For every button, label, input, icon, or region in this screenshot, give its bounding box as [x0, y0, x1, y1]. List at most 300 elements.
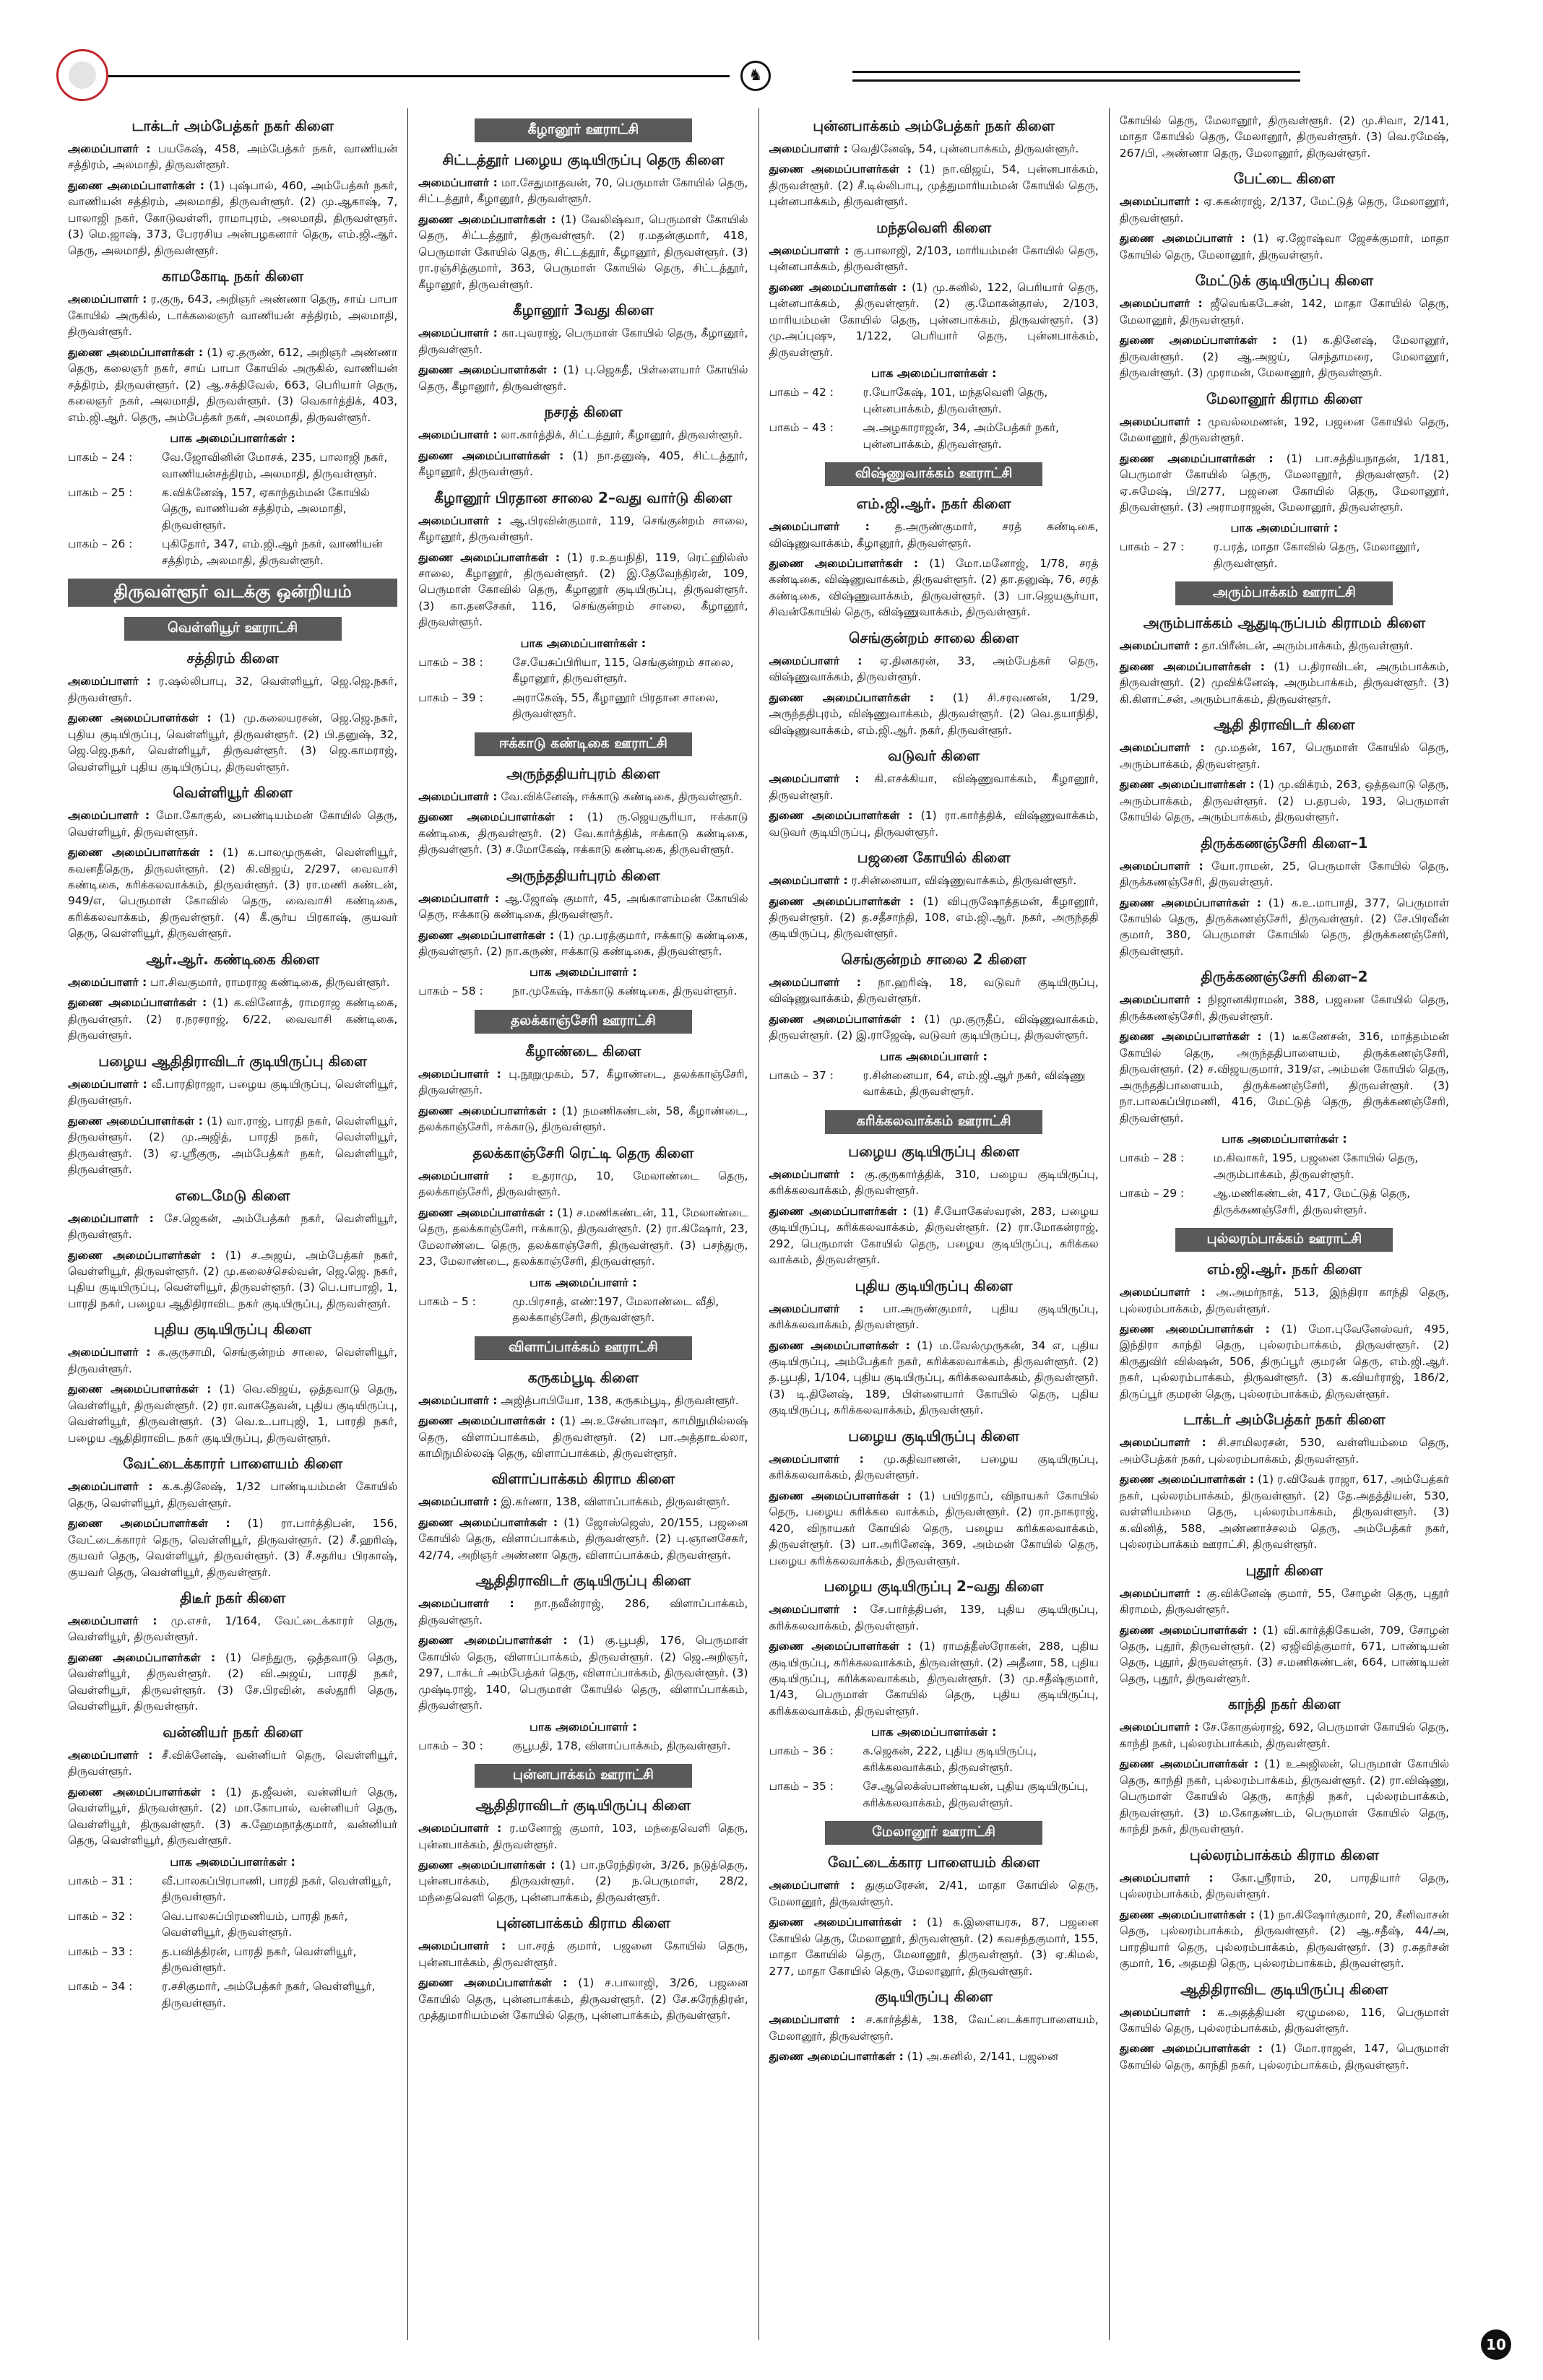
role-label: அமைப்பாளர் : — [769, 1452, 864, 1466]
organiser-entry — [68, 1344, 397, 1377]
entry-text: (1) செந்துரு, ஒத்தவாடு தெரு, வெள்ளியூர், திருவள்ளூர். (2) வி.அஜய், பாரதி நகர், வெள்ளியூர், திருவள்ளூர். (3) சே.பிரவின், கஸ்தூரி தெரு, வெள்ளியூர், திருவள்ளூர். — [68, 1650, 398, 1713]
header-rule — [852, 79, 1300, 82]
role-label: அமைப்பாளர் : — [418, 1939, 506, 1953]
entry-text: பா.சரத் குமார், பஜனை கோயில் தெரு, புன்னபாக்கம், திருவள்ளூர். — [418, 1939, 748, 1969]
column-4 — [1109, 108, 1459, 2340]
booth-number: பாகம் – 31 : — [68, 1874, 133, 1887]
booth-entry — [418, 690, 748, 722]
organiser-entry — [1120, 1622, 1449, 1687]
entry-text: ர.மனோஜ் குமார், 103, மந்தைவெளி தெரு, புன்னபாக்கம், திருவள்ளூர். — [418, 1822, 748, 1851]
branch-heading: எடைமேடு கிளை — [175, 1186, 290, 1204]
organiser-entry — [1120, 230, 1449, 263]
entry-text: த.அருண்குமார், சரத் கண்டிகை, விஷ்ணுவாக்கம், கீழானூர், திருவள்ளூர். — [769, 520, 1099, 550]
organiser-entry — [769, 555, 1099, 620]
role-label: துணை அமைப்பாளர்கள் : — [769, 691, 934, 704]
role-label: அமைப்பாளர் : — [68, 1480, 153, 1494]
booth-number: பாகம் – 26 : — [68, 537, 133, 551]
organiser-entry — [769, 1638, 1099, 1719]
entry-text: (1) பா.சத்தியநாதன், 1/181, பெருமாள் கோயில் தெரு, மேலானூர், திருவள்ளூர். (2) ஏ.சுமேஷ், பி/277, பஜனை கோயில் தெரு, மேலானூர், திருவள்ளூர். (3) அராமராஜன், மேலானூர், திருவள்ளூர். — [1119, 451, 1449, 514]
role-label: துணை அமைப்பாளர்கள் : — [769, 894, 915, 908]
role-label: துணை அமைப்பாளர்கள் : — [68, 1650, 216, 1664]
entry-text: (1) சீ.யோகேஸ்வரன், 283, பழைய குடியிருப்பு, கரிக்கலவாக்கம், திருவள்ளூர். (2) ரா.மோகன்ராஜ், 292, பெருமாள் கோயில் தெரு, பழைய குடியிருப்பு, கரிக்கல வாக்கம், திருவள்ளூர். — [769, 1204, 1099, 1267]
branch-heading: பழைய ஆதிதிராவிடர் குடியிருப்பு கிளை — [98, 1052, 367, 1070]
organiser-entry — [418, 175, 748, 207]
branch-heading: கருகம்பூடி கிளை — [527, 1368, 639, 1386]
organiser-entry — [769, 690, 1099, 738]
entry-text: பா.சிவகுமார், ராமராஜ கண்டிகை, திருவள்ளூர். — [147, 975, 390, 989]
booth-organiser: வீ.பாலகப்பிரபாணி, பாரதி நகர், வெள்ளியூர், திருவள்ளூர். — [162, 1874, 392, 1904]
booth-organiser: அராகேஷ், 55, கீழானூர் பிரதான சாலை, திருவள்ளூர். — [512, 691, 719, 721]
organiser-entry — [68, 1747, 397, 1780]
booth-heading: பாக அமைப்பாளர் : — [529, 1719, 637, 1734]
entry-text: (1) நா.கிஷோர்குமார், 20, சீனிவாசன் தெரு, புல்லரம்பாக்கம், திருவள்ளூர். (2) ஆ.சதீஷ், 44/அ, பாரதியார் தெரு, புல்லரம்பாக்கம், திருவள்ளூர். (3) ர.சுதர்சன் குமார், 16, அதமதி தெரு, புல்லரம்பாக்கம், திருவள்ளூர். — [1119, 1908, 1450, 1970]
role-label: அமைப்பாளர் : — [68, 293, 147, 306]
entry-text: ர.ஷல்லிபாபு, 32, வெள்ளியூர், ஜெ.ஜெ.நகர், திருவள்ளூர். — [68, 675, 398, 704]
entry-text: (1) த.ஜீவன், வன்னியர் தெரு, வெள்ளியூர், திருவள்ளூர். (2) மா.கோபால், வன்னியர் தெரு, வெள்ளியூர், திருவள்ளூர். (3) சு.ஹேமநாத்குமார், வன்னியர் தெரு, வெள்ளியூர், திருவள்ளூர். — [68, 1785, 398, 1848]
booth-heading: பாக அமைப்பாளர்கள் : — [170, 1854, 295, 1869]
organiser-entry — [68, 1113, 397, 1178]
entry-text: ஏ.தினகரன், 33, அம்பேத்கர் தெரு, விஷ்ணுவாக்கம், திருவள்ளூர். — [769, 654, 1099, 684]
entry-text: லா.கார்த்திக், சிட்டத்தூர், கீழானூர், திருவள்ளூர். — [497, 428, 743, 442]
branch-heading: வெள்ளியூர் கிளை — [173, 784, 293, 802]
organiser-entry — [68, 1211, 397, 1243]
organiser-entry — [1120, 451, 1449, 516]
role-label: துணை அமைப்பாளர்கள் : — [418, 810, 574, 824]
entry-text: (1) ரு.ஜெயசூரியா, ஈக்காடு கண்டிகை, திருவள்ளூர். (2) வே.கார்த்திக், ஈக்காடு கண்டிகை, திருவள்ளூர். (3) ச.மோகேஷ், ஈக்காடு கண்டிகை, திருவள்ளூர். — [418, 810, 748, 857]
panchayat-banner: தலக்காஞ்சேரி ஊராட்சி — [475, 1010, 692, 1034]
organiser-entry — [769, 1203, 1099, 1268]
entry-text: (1) ச.பாலாஜி, 3/26, பஜனை கோயில் தெரு, புன்னபாக்கம், திருவள்ளூர். (2) சே.சுரேந்திரன், முத்துமாரியம்மன் கோயில் தெரு, புன்னபாக்கம், திருவள்ளூர். — [418, 1976, 748, 2022]
entry-text: (1) அ.சுனில், 2/141, பஜனை — [903, 2050, 1058, 2064]
role-label: அமைப்பாளர் : — [68, 675, 151, 688]
booth-heading: பாக அமைப்பாளர்கள் : — [870, 1725, 997, 1739]
role-label: அமைப்பாளர் : — [769, 1167, 855, 1181]
entry-text: (1) ம.வேல்முருகன், 34 எ, புதிய குடியிருப்பு, அம்பேத்கர் நகர், கரிக்கலவாக்கம், திருவள்ளூர். (2) த.பூபதி, 1/104, புதிய குடியிருப்பு, கரிக்கலவாக்கம், திருவள்ளூர். (3) டி.தினேஷ், 189, பிள்ளையார் கோயில் தெரு, புதிய குடியிருப்பு, கரிக்கலவாக்கம், திருவள்ளூர். — [769, 1338, 1099, 1417]
branch-heading: கீழானூர் 3வது கிளை — [512, 301, 654, 319]
booth-organiser: ர.சசிகுமார், அம்பேத்கர் நகர், வெள்ளியூர், திருவள்ளூர். — [162, 1980, 376, 2009]
entry-text: (1) வெ.விஜய், ஒத்தவாடு தெரு, வெள்ளியூர், திருவள்ளூர். (2) ரா.வாசுதேவன், புதிய குடியிருப்பு, வெள்ளியூர், திருவள்ளூர். (3) வெ.உ.பாபுஜி, 1, பாரதி நகர், பழைய ஆதிதிராவிட நகர் குடியிருப்பு, திருவள்ளூர். — [68, 1382, 398, 1445]
booth-heading: பாக அமைப்பாளர்கள் : — [520, 636, 647, 650]
organiser-entry — [418, 891, 748, 923]
entry-text: கோ.ஸ்ரீராம், 20, பாரதியார் தெரு, புல்லரம்பாக்கம், திருவள்ளூர். — [1119, 1871, 1449, 1901]
role-label: அமைப்பாளர் : — [68, 1346, 151, 1359]
booth-number: பாகம் – 37 : — [769, 1068, 834, 1082]
booth-organiser: புகிதோர், 347, எம்.ஜி.ஆர் நகர், வாணியன் சத்திரம், அலமாதி, திருவள்ளூர். — [162, 537, 383, 567]
booth-entry — [769, 1778, 1099, 1811]
booth-organiser: மு.பிரசாத், எண்:197, மேலாண்டை வீதி, தலக்காஞ்சேரி, திருவள்ளூர். — [512, 1294, 719, 1325]
role-label: துணை அமைப்பாளர்கள் : — [1119, 1908, 1255, 1921]
organiser-entry — [418, 1413, 748, 1461]
booth-heading: பாக அமைப்பாளர்கள் : — [1222, 1132, 1347, 1146]
booth-entry — [1120, 539, 1449, 571]
organiser-entry — [1120, 1435, 1449, 1467]
branch-heading: அருந்ததியர்புரம் கிளை — [506, 866, 660, 884]
entry-text: (1) அ.உசேன்பாஷா, காமிநுமில்லஷ் தெரு, விளாப்பாக்கம், திருவள்ளூர். (2) பா.அத்தாஉல்லா, காமிநுமில்லஷ் தெரு, விளாப்பாக்கம், திருவள்ளூர். — [418, 1414, 748, 1460]
role-label: அமைப்பாளர் : — [769, 772, 860, 786]
booth-entry — [769, 1068, 1099, 1100]
organiser-entry — [68, 1247, 397, 1312]
organiser-entry — [769, 873, 1099, 888]
organiser-entry — [1120, 194, 1449, 226]
role-label: அமைப்பாளர் : — [418, 891, 500, 905]
role-label: அமைப்பாளர் : — [1119, 1436, 1206, 1450]
organiser-entry — [769, 1914, 1099, 1979]
entry-text: ஏ.சுகன்ராஜ், 2/137, மேட்டுத் தெரு, மேலானூர், திருவள்ளூர். — [1119, 195, 1449, 225]
entry-text: (1) மு.விக்ரம், 263, ஒத்தவாடு தெரு, அரும்பாக்கம், திருவள்ளூர். (2) ப.தரபல், 193, பெருமாள் கோயில் தெரு, அரும்பாக்கம், திருவள்ளூர். — [1119, 778, 1449, 824]
branch-heading: புல்லரம்பாக்கம் கிராம கிளை — [1189, 1845, 1379, 1864]
entry-text: (1) க.தினேஷ், மேலானூர், திருவள்ளூர். (2) ஆ.அஜய், செந்தாமரை, மேலானூர், திருவள்ளூர். (3) முராமன், மேலானூர், திருவள்ளூர். — [1119, 334, 1449, 380]
panchayat-banner: கீழானூர் ஊராட்சி — [475, 118, 692, 142]
booth-organiser: வே.ஜோவினின் மோசக், 235, பாலாஜி நகர், வாணியன்சத்திரம், அலமாதி, திருவள்ளூர். — [162, 451, 388, 480]
organiser-entry — [418, 1393, 748, 1408]
booth-number: பாகம் – 34 : — [68, 1980, 133, 1994]
booth-number: பாகம் – 29 : — [1119, 1187, 1185, 1200]
booth-entry — [1120, 1150, 1449, 1182]
booth-number: பாகம் – 58 : — [418, 985, 483, 998]
panchayat-banner: விஷ்ணுவாக்கம் ஊராட்சி — [825, 462, 1042, 486]
booth-organiser: அ.அழகாராஜன், 34, அம்பேத்கர் நகர், புன்னபாக்கம், திருவள்ளூர். — [863, 421, 1060, 451]
role-label: துணை அமைப்பாளர்கள் : — [68, 1517, 230, 1531]
organiser-entry — [769, 1301, 1099, 1333]
entry-text: துகுமரேசன், 2/41, மாதா கோயில் தெரு, மேலானூர், திருவள்ளூர். — [769, 1879, 1099, 1908]
role-label: துணை அமைப்பாளர்கள் : — [769, 1204, 908, 1218]
panchayat-banner: புல்லரம்பாக்கம் ஊராட்சி — [1175, 1228, 1393, 1252]
organiser-entry — [769, 161, 1099, 209]
branch-heading: புதூர் கிளை — [1245, 1561, 1323, 1579]
role-label: அமைப்பாளர் : — [418, 1169, 513, 1182]
panchayat-banner: புன்னபாக்கம் ஊராட்சி — [475, 1764, 692, 1788]
role-label: துணை அமைப்பாளர்கள் : — [1119, 2042, 1263, 2056]
booth-heading: பாக அமைப்பாளர்கள் : — [870, 366, 997, 381]
entry-text: நா.ஹரிஷ், 18, வடுவர் குடியிருப்பு, விஷ்ணுவாக்கம், திருவள்ளூர். — [769, 975, 1099, 1005]
role-label: துணை அமைப்பாளர்கள் : — [1119, 1623, 1258, 1637]
role-label: துணை அமைப்பாளர்கள் : — [418, 550, 561, 564]
panchayat-banner: ஈக்காடு கண்டிகை ஊராட்சி — [475, 732, 692, 756]
booth-number: பாகம் – 30 : — [418, 1739, 483, 1752]
role-label: அமைப்பாளர் : — [1119, 1721, 1199, 1734]
organiser-entry — [1120, 332, 1449, 381]
organiser-entry — [769, 1488, 1099, 1569]
booth-number: பாகம் – 35 : — [769, 1780, 834, 1793]
organiser-entry — [68, 1076, 397, 1109]
entry-text: மு.மதன், 167, பெருமாள் கோயில் தெரு, அரும்பாக்கம், திருவள்ளூர். — [1119, 741, 1449, 771]
booth-entry — [418, 654, 748, 687]
branch-heading: ஆதிதிராவிடர் குடியிருப்பு கிளை — [475, 1796, 691, 1814]
organiser-entry — [68, 1381, 397, 1446]
organiser-entry — [68, 844, 397, 942]
header-rule — [108, 75, 730, 77]
role-label: துணை அமைப்பாளர்கள் : — [769, 556, 919, 570]
organiser-entry — [769, 808, 1099, 840]
branch-heading: பழைய குடியிருப்பு 2–வது கிளை — [824, 1578, 1044, 1596]
booth-entry — [68, 449, 397, 482]
booth-organiser: சே.யேசுப்பிரியா, 115, செங்குன்றம் சாலை, கீழானூர், திருவள்ளூர். — [512, 655, 734, 685]
role-label: துணை அமைப்பாளர்கள் : — [68, 1382, 212, 1396]
role-label: துணை அமைப்பாளர்கள் : — [769, 280, 907, 294]
entry-text: (1) விபுருஷோத்தமன், கீழானூர், திருவள்ளூர். (2) த.சதீசாந்தி, 108, எம்.ஜி.ஆர். நகர், அருந்ததி குடியிருப்பு, திருவள்ளூர். — [769, 894, 1099, 940]
entry-text: (1) மோ.புவேனேஸ்வர், 495, இந்திரா காந்தி தெரு, புல்லரம்பாக்கம், திருவள்ளூர். (2) கிருதுவிர் வில்ஷன், 506, திருப்பூர் குமரன் தெரு, எம்.ஜி.ஆர். நகர், புல்லரம்பாக்கம், திருவள்ளூர். (3) க.வியர்ராஜ், 186/2, திருப்பூர் குமரன் தெரு, புல்லரம்பாக்கம், திருவள்ளூர். — [1119, 1322, 1450, 1401]
role-label: துணை அமைப்பாளர்கள் : — [769, 163, 912, 176]
booth-entry — [418, 1294, 748, 1326]
role-label: துணை அமைப்பாளர்கள் : — [769, 1338, 910, 1352]
role-label: அமைப்பாளர் : — [1119, 1286, 1206, 1299]
entry-text: (1) மோ.மனோஜ், 1/78, சரத் கண்டிகை, விஷ்ணுவாக்கம், திருவள்ளூர். (2) தா.தனுஷ், 76, சரத் கண்டிகை, விஷ்ணுவாக்கம், திருவள்ளூர். (3) பா.ஜெயசூர்யா, சிவன்கோயில் தெரு, விஷ்ணுவாக்கம், திருவள்ளூர். — [769, 556, 1099, 619]
role-label: துணை அமைப்பாளர்கள் : — [1119, 451, 1274, 465]
organiser-entry — [1120, 1719, 1449, 1752]
booth-number: பாகம் – 39 : — [418, 691, 483, 704]
organiser-entry — [418, 927, 748, 960]
role-label: துணை அமைப்பாளர்கள் : — [68, 345, 204, 359]
organiser-entry — [68, 1784, 397, 1849]
booth-organiser: த.பவித்திரன், பாரதி நகர், வெள்ளியூர், திருவள்ளூர். — [162, 1944, 357, 1974]
organiser-entry — [68, 178, 397, 259]
entry-text: (1) பா.நரேந்திரன், 3/26, நடுத்தெரு, புன்னபாக்கம், திருவள்ளூர். (2) ந.பெருமாள், 28/2, மந்தைவெளி தெரு, புன்னபாக்கம், திருவள்ளூர். — [418, 1858, 748, 1904]
role-label: அமைப்பாளர் : — [418, 176, 498, 189]
role-label: துணை அமைப்பாளர்கள் : — [1119, 1473, 1255, 1487]
role-label: அமைப்பாளர் : — [769, 654, 863, 667]
role-label: துணை அமைப்பாளர்கள் : — [1119, 778, 1255, 792]
booth-organiser: குபூபதி, 178, விளாப்பாக்கம், திருவள்ளூர். — [512, 1739, 731, 1752]
role-label: துணை அமைப்பாளர்கள் : — [418, 928, 555, 942]
role-label: அமைப்பாளர் : — [68, 1614, 157, 1627]
role-label: அமைப்பாளர் : — [418, 1822, 502, 1835]
branch-heading: வேட்டைக்கார பாளையம் கிளை — [827, 1853, 1040, 1871]
role-label: துணை அமைப்பாளர் : — [1119, 232, 1245, 246]
booth-number: பாகம் – 25 : — [68, 485, 133, 499]
role-label: அமைப்பாளர் : — [68, 1077, 147, 1091]
entry-text: (1) சி.சரவணன், 1/29, அருந்ததிபுரம், விஷ்ணுவாக்கம், திருவள்ளூர். (2) வெ.தயாநிதி, விஷ்ணுவாக்கம், எம்.ஜி.ஆர். நகர், திருவள்ளூர். — [769, 691, 1099, 737]
organiser-entry — [68, 673, 397, 706]
branch-heading: திடீர் நகர் கிளை — [180, 1589, 286, 1606]
entry-text: ஜீவெங்கடேசன், 142, மாதா கோயில் தெரு, மேலானூர், திருவள்ளூர். — [1119, 297, 1450, 326]
organiser-entry — [418, 325, 748, 358]
panchayat-banner: மேலானூர் ஊராட்சி — [825, 1821, 1042, 1845]
organiser-entry — [68, 974, 397, 990]
role-label: அமைப்பாளர் : — [1119, 415, 1202, 428]
entry-text: (1) வி.கார்த்திகேயன், 709, சோழன் தெரு, புதூர், திருவள்ளூர். (2) ஏஜிவித்குமார், 671, பாண்டியன் தெரு, புதூர், திருவள்ளூர். (3) ச.மணிகண்டன், 664, பாண்டியன் தெரு, புதூர், திருவள்ளூர். — [1119, 1623, 1450, 1685]
panchayat-banner: கரிக்கலவாக்கம் ஊராட்சி — [825, 1110, 1042, 1134]
branch-heading: ஆதிதிராவிடர் குடியிருப்பு கிளை — [475, 1572, 691, 1590]
entry-text: நிஜானகிராமன், 388, பஜனை கோயில் தெரு, திருக்கணஞ்சேரி, திருவள்ளூர். — [1119, 993, 1449, 1023]
organiser-entry — [418, 1820, 748, 1853]
organiser-entry — [1120, 1756, 1449, 1837]
role-label: அமைப்பாளர் : — [769, 874, 848, 888]
entry-text: க.க.திலேஷ், 1/32 பாண்டியம்மன் கோயில் தெரு, வெள்ளியூர், திருவள்ளூர். — [68, 1480, 398, 1510]
entry-text: (1) ச.அஜய், அம்பேத்கர் நகர், வெள்ளியூர், திருவள்ளூர். (2) மு.கலைச்செல்வன், ஜெ.ஜெ. நகர், புதிய குடியிருப்பு, வெள்ளியூர், திருவள்ளூர். (3) பெ.பாபாஜி, 1, பாரதி நகர், பழைய ஆதிதிராவிட நகர் குடியிருப்பு, திருவள்ளூர். — [68, 1248, 398, 1310]
organiser-entry — [68, 1613, 397, 1645]
organiser-entry — [418, 1632, 748, 1713]
booth-entry — [1120, 1185, 1449, 1218]
entry-text: மோ.கோகுல், பைண்டியம்மன் கோயில் தெரு, வெள்ளியூர், திருவள்ளூர். — [68, 809, 398, 839]
entry-text: (1) நா.விஜய், 54, புன்னபாக்கம், திருவள்ளூர். (2) சீ.டில்லிபாபு, முத்துமாரியம்மன் கோயில் தெரு, புன்னபாக்கம், திருவள்ளூர். — [769, 163, 1099, 209]
role-label: அமைப்பாளர் : — [769, 1879, 855, 1892]
booth-entry — [418, 983, 748, 999]
entry-text: (1) பயிரதாப், விநாயகர் கோயில் தெரு, பழைய கரிக்கல வாக்கம், திருவள்ளூர். (2) ரா.நாகராஜ், 420, விநாயகர் கோயில் தெரு, பழைய கரிக்கலவாக்கம், திருவள்ளூர். (3) பா.அரினேஷ், 369, அம்மன் கோயில் தெரு, பழைய கரிக்கலவாக்கம், திருவள்ளூர். — [769, 1489, 1099, 1567]
role-label: அமைப்பாளர் : — [418, 1495, 498, 1509]
organiser-entry — [68, 1515, 397, 1580]
booth-organiser: ர.பரத், மாதா கோவில் தெரு, மேலானூர், திருவள்ளூர். — [1213, 540, 1420, 570]
booth-entry — [68, 1978, 397, 2011]
organiser-entry — [1120, 2041, 1449, 2073]
booth-number: பாகம் – 43 : — [769, 421, 834, 435]
booth-number: பாகம் – 42 : — [769, 386, 834, 399]
branch-heading: மந்தவெளி கிளை — [876, 218, 992, 236]
entry-text: மா.சேதுமாதவன், 70, பெருமாள் கோயில் தெரு, சிட்டத்தூர், கீழானூர், திருவள்ளூர். — [418, 176, 748, 206]
organiser-entry — [769, 1011, 1099, 1044]
organiser-entry — [418, 1515, 748, 1563]
entry-text: (1) க.இளையரசு, 87, பஜனை கோயில் தெரு, மேலானூர், திருவள்ளூர். (2) கவசந்தகுமார், 155, மாதா கோயில் தெரு, மேலானூர், திருவள்ளூர். (3) ஏ.கிமல், 277, மாதா கோயில் தெரு, மேலானூர், திருவள்ளூர். — [769, 1916, 1099, 1978]
organiser-entry — [68, 710, 397, 775]
branch-heading: அரும்பாக்கம் ஆதுடிருப்பம் கிராமம் கிளை — [1143, 614, 1426, 632]
role-label: துணை அமைப்பாளர்கள் : — [68, 178, 204, 192]
role-label: துணை அமைப்பாளர்கள் : — [418, 212, 556, 226]
entry-text: (1) மு.குருதீப், விஷ்ணுவாக்கம், திருவள்ளூர். (2) இ.ராஜேஷ், வடுவர் குடியிருப்பு, திருவள்ளூர். — [769, 1012, 1099, 1042]
entry-text: (1) க.பாலமுருகன், வெள்ளியூர், கவனதீதெரு, திருவள்ளூர். (2) கி.விஜய், 2/297, வைவாசி கண்டிகை, கரிக்கலவாக்கம், திருவள்ளூர். (3) ரா.மணி கண்டன், 949/எ, பெருமாள் கோவில் தெரு, வைவாசி கண்டிகை, கரிக்கலவாக்கம், திருவள்ளூர். (4) கீ.சூர்ய பிரகாஷ், குயவர் தெரு, வெள்ளியூர், திருவள்ளூர். — [68, 846, 398, 940]
organiser-entry — [769, 771, 1099, 803]
column-2 — [407, 108, 758, 2340]
role-label: துணை அமைப்பாளர்கள் : — [418, 1976, 568, 1990]
role-label: அமைப்பாளர் : — [418, 789, 498, 803]
role-label: துணை அமைப்பாளர்கள் : — [1119, 1322, 1270, 1336]
branch-heading: பழைய குடியிருப்பு கிளை — [848, 1142, 1019, 1160]
organiser-entry — [1120, 1907, 1449, 1972]
entry-text: வெதினேஷ், 54, புன்னபாக்கம், திருவள்ளூர். — [847, 142, 1079, 155]
organiser-entry — [769, 2048, 1099, 2064]
entry-text: வீ.பாரதிராஜா, பழைய குடியிருப்பு, வெள்ளியூர், திருவள்ளூர். — [68, 1077, 398, 1107]
organiser-entry — [769, 1601, 1099, 1634]
entry-text: முவல்லமணன், 192, பஜனை கோயில் தெரு, மேலானூர், திருவள்ளூர். — [1119, 415, 1449, 445]
entry-text: ச.கார்த்திக், 138, வேட்டைக்காரபாளையம், மேலானூர், திருவள்ளூர். — [769, 2013, 1099, 2043]
entry-text: ஆ.ஜோஷ் குமார், 45, அங்காளம்மன் கோயில் தெரு, ஈக்காடு கண்டிகை, திருவள்ளூர். — [418, 891, 748, 922]
entry-text: சே.ஜெகன், அம்பேத்கர் நகர், வெள்ளியூர், திருவள்ளூர். — [68, 1211, 398, 1242]
entry-text: (1) பு.ஜெகதீ, பிள்ளையார் கோயில் தெரு, கீழானூர், திருவள்ளூர். — [418, 363, 748, 393]
entry-text: (1) டீகணேசன், 316, மாத்தம்மன் கோயில் தெரு, அருந்ததிபாளையம், திருக்கணஞ்சேரி, திருவள்ளூர். (2) ச.விஜயகுமார், 319/எ, அம்மன் கோயில் தெரு, அருந்ததிபாளையம், திருக்கணஞ்சேரி, திருவள்ளூர். (3) நா.பாலகப்பிரமணி, 416, மேட்டுத் தெரு, திருக்கணஞ்சேரி, திருவள்ளூர். — [1119, 1030, 1450, 1125]
organiser-entry — [769, 519, 1099, 551]
branch-heading: டாக்டர் அம்பேத்கர் நகர் கிளை — [131, 117, 334, 134]
role-label: அமைப்பாளர் : — [418, 428, 498, 442]
organiser-entry — [1120, 659, 1449, 707]
organiser-entry — [1120, 2004, 1449, 2037]
booth-organiser: ர.யோகேஷ், 101, மந்தவெளி தெரு, புன்னபாக்கம், திருவள்ளூர். — [863, 386, 1048, 415]
booth-organiser: ர.சின்னையா, 64, எம்.ஜி.ஆர் நகர், விஷ்ணு வாக்கம், திருவள்ளூர். — [863, 1068, 1086, 1099]
entry-text: கு.பாலாஜி, 2/103, மாரியம்மன் கோயில் தெரு, புன்னபாக்கம், திருவள்ளூர். — [769, 243, 1099, 274]
role-label: துணை அமைப்பாளர்கள் : — [1119, 896, 1261, 909]
organiser-entry — [769, 974, 1099, 1007]
booth-organiser: க.ஜெகன், 222, புதிய குடியிருப்பு, கரிக்கலவாக்கம், திருவள்ளூர். — [863, 1744, 1037, 1774]
role-label: அமைப்பாளர் : — [769, 243, 850, 257]
branch-heading: காந்தி நகர் கிளை — [1227, 1695, 1341, 1713]
role-label: துணை அமைப்பாளர்கள் : — [68, 1785, 216, 1799]
role-label: துணை அமைப்பாளர்கள் : — [418, 363, 558, 377]
organiser-entry — [769, 1451, 1099, 1484]
entry-text: அ.அமர்நாத், 513, இந்திரா காந்தி தெரு, புல்லரம்பாக்கம், திருவள்ளூர். — [1119, 1286, 1449, 1315]
organiser-entry — [418, 809, 748, 857]
role-label: துணை அமைப்பாளர்கள் : — [769, 1012, 915, 1026]
branch-heading: வடுவர் கிளை — [888, 747, 980, 765]
booth-number: பாகம் – 27 : — [1119, 540, 1185, 554]
booth-number: பாகம் – 24 : — [68, 451, 133, 464]
role-label: அமைப்பாளர் : — [769, 1603, 857, 1617]
organiser-entry — [769, 1877, 1099, 1910]
organiser-entry — [418, 362, 748, 394]
entry-text: (1) மு.பரத்குமார், ஈக்காடு கண்டிகை, திருவள்ளூர். (2) நா.கருண், ஈக்காடு கண்டிகை, திருவள்ளூர். — [418, 928, 748, 958]
branch-heading: தலக்காஞ்சேரி ரெட்டி தெரு கிளை — [472, 1143, 694, 1161]
organiser-entry — [1120, 1471, 1449, 1552]
organiser-entry — [1120, 1029, 1449, 1126]
booth-heading: பாக அமைப்பாளர் : — [529, 1275, 637, 1289]
organiser-entry — [769, 1167, 1099, 1199]
entry-text: ஆ.பிரவின்குமார், 119, செங்குன்றம் சாலை, கீழானூர், திருவள்ளூர். — [418, 514, 748, 544]
booth-organiser: நா.முகேஷ், ஈக்காடு கண்டிகை, திருவள்ளூர். — [512, 985, 738, 998]
branch-heading: பேட்டை கிளை — [1233, 170, 1335, 188]
role-label: அமைப்பாளர் : — [769, 975, 861, 989]
organiser-entry — [769, 893, 1099, 942]
role-label: துணை அமைப்பாளர்கள் : — [1119, 334, 1277, 347]
role-label: அமைப்பாளர் : — [769, 1302, 864, 1315]
organiser-entry — [68, 808, 397, 840]
role-label: அமைப்பாளர் : — [418, 326, 498, 340]
organiser-entry — [1120, 414, 1449, 446]
entry-text: (1) ரா.பார்த்திபன், 156, வேட்டைக்காரர் தெரு, வெள்ளியூர், திருவள்ளூர். (2) சீ.ஹரிஷ், குயவர் தெரு, வெள்ளியூர், திருவள்ளூர். (3) சீ.சதரிய பிரகாஷ், குயவர் தெரு, வெள்ளியூர், திருவள்ளூர். — [68, 1517, 398, 1579]
panchayat-banner: வெள்ளியூர் ஊராட்சி — [124, 617, 342, 641]
branch-heading: ஆதிதிராவிட குடியிருப்பு கிளை — [1180, 1980, 1388, 1998]
entry-text: (1) புஷ்பால், 460, அம்பேத்கர் நகர், வாணியன் சத்திரம், அலமாதி, திருவள்ளூர். (2) மு.ஆகாஷ், 7, பாலாஜி நகர், கோடுவள்ளி, ராமாபுரம், அலமாதி, திருவள்ளூர். (3) மெ.ஜாஷ், 373, பேரரசிய அன்பழகனார் தெரு, எம்.ஜி.ஆர். தெரு, அலமாதி, திருவள்ளூர். — [68, 178, 398, 257]
entry-text: யோ.ராமன், 25, பெருமாள் கோயில் தெரு, திருக்கணஞ்சேரி, திருவள்ளூர். — [1119, 859, 1449, 889]
role-label: அமைப்பாளர் : — [1119, 195, 1200, 209]
entry-text: (1) ச.மணிகண்டன், 11, மேலாண்டை தெரு, தலக்காஞ்சேரி, ஈக்காடு, திருவள்ளூர். (2) ரா.கிஷோர், 23, மேலாண்டை தெரு, தலக்காஞ்சேரி, திருவள்ளூர். (3) பசந்துரு, 23, மேலாண்டை, தலக்காஞ்சேரி, திருவள்ளூர். — [418, 1206, 748, 1268]
role-label: துணை அமைப்பாளர்கள் : — [68, 996, 207, 1010]
entry-text: (1) மு.கலையரசன், ஜெ.ஜெ.நகர், புதிய குடியிருப்பு, வெள்ளியூர், திருவள்ளூர். (2) பி.தனுஷ், 32, ஜெ.ஜெ.நகர், வெள்ளியூர், திருவள்ளூர். (3) ஜெ.காமராஜ், வெள்ளியூர் புதிய குடியிருப்பு, திருவள்ளூர். — [68, 711, 398, 774]
entry-text: (1) ஏ.ஜோஷ்வா ஜேசக்குமார், மாதா கோயில் தெரு, மேலானூர், திருவள்ளூர். — [1119, 232, 1449, 261]
organiser-entry — [68, 291, 397, 339]
entry-text: (1) ஜோஸ்ஜெஸ், 20/155, பஜனை கோயில் தெரு, விளாப்பாக்கம், திருவள்ளூர். (2) பு.ஞானசேகர், 42/74, அறிஞர் அண்ணா தெரு, விளாப்பாக்கம், திருவள்ளூர். — [418, 1515, 748, 1562]
role-label: துணை அமைப்பாளர்கள் : — [418, 1206, 554, 1219]
entry-text: க.அதத்தியன் ஏழுமலை, 116, பெருமாள் கோயில் தெரு, புல்லரம்பாக்கம், திருவள்ளூர். — [1119, 2005, 1449, 2035]
role-label: துணை அமைப்பாளர்கள் : — [418, 449, 564, 462]
page-header — [51, 43, 1495, 108]
branch-heading: புதிய குடியிருப்பு கிளை — [154, 1320, 312, 1338]
branch-heading: டாக்டர் அம்பேத்கர் நகர் கிளை — [1183, 1411, 1386, 1429]
organiser-entry — [68, 141, 397, 173]
role-label: அமைப்பாளர் : — [68, 975, 147, 989]
entry-text: க.குருசாமி, செங்குன்றம் சாலை, வெள்ளியூர், திருவள்ளூர். — [68, 1346, 398, 1375]
role-label: அமைப்பாளர் : — [418, 1067, 501, 1081]
booth-entry — [769, 384, 1099, 417]
branch-heading: பஜனை கோயில் கிளை — [857, 849, 1011, 867]
role-label: துணை அமைப்பாளர்கள் : — [769, 1916, 917, 1929]
booth-organiser: சே.ஆலெக்ஸ்பாண்டியன், புதிய குடியிருப்பு, கரிக்கலவாக்கம், திருவள்ளூர். — [863, 1780, 1089, 1809]
organiser-entry — [418, 448, 748, 480]
branch-heading: திருக்கணஞ்சேரி கிளை–2 — [1201, 968, 1368, 986]
entry-text: அஜித்பாபியோ, 138, கருகம்பூடி, திருவள்ளூர். — [497, 1393, 739, 1407]
organiser-entry — [1120, 1321, 1449, 1402]
role-label: துணை அமைப்பாளர்கள் : — [68, 711, 212, 725]
branch-heading: கீழானூர் பிரதான சாலை 2–வது வார்டு கிளை — [434, 488, 732, 506]
entry-text: (1) ர.உதயநிதி, 119, ரெட்ஹில்ஸ் சாலை, கீழானூர், திருவள்ளூர். (2) இ.தேவேந்திரன், 109, பெருமாள் கோவில் தெரு, கீழானூர் குடியிருப்பு, திருவள்ளூர். (3) கா.தனசேகர், 116, செங்குன்றம் சாலை, கீழானூர், திருவள்ளூர். — [418, 550, 748, 629]
entry-text: பா.அருண்குமார், புதிய குடியிருப்பு, கரிக்கலவாக்கம், திருவள்ளூர். — [769, 1302, 1099, 1332]
branch-heading: புன்னபாக்கம் அம்பேத்கர் நகர் கிளை — [813, 117, 1055, 134]
entry-text: (1) நமணிகண்டன், 58, கீழாண்டை, தலக்காஞ்சேரி, ஈக்காடு, திருவள்ளூர். — [418, 1104, 748, 1134]
header-rule — [852, 71, 1300, 73]
entry-text: (1) க.வினோத், ராமராஜ கண்டிகை, திருவள்ளூர். (2) ர.நரசராஜ், 6/22, வைவாசி கண்டிகை, திருவள்ளூர். — [68, 996, 398, 1042]
organiser-entry — [1120, 740, 1449, 772]
column-1 — [58, 108, 407, 2340]
organiser-entry — [418, 1938, 748, 1970]
branch-heading: ஆதி திராவிடர் கிளை — [1214, 716, 1355, 734]
role-label: அமைப்பாளர் : — [1119, 297, 1203, 311]
booth-number: பாகம் – 32 : — [68, 1909, 133, 1923]
entry-text: சே.கோகுல்ராஜ், 692, பெருமாள் கோயில் தெரு, காந்தி நகர், புல்லரம்பாக்கம், திருவள்ளூர். — [1119, 1721, 1449, 1750]
